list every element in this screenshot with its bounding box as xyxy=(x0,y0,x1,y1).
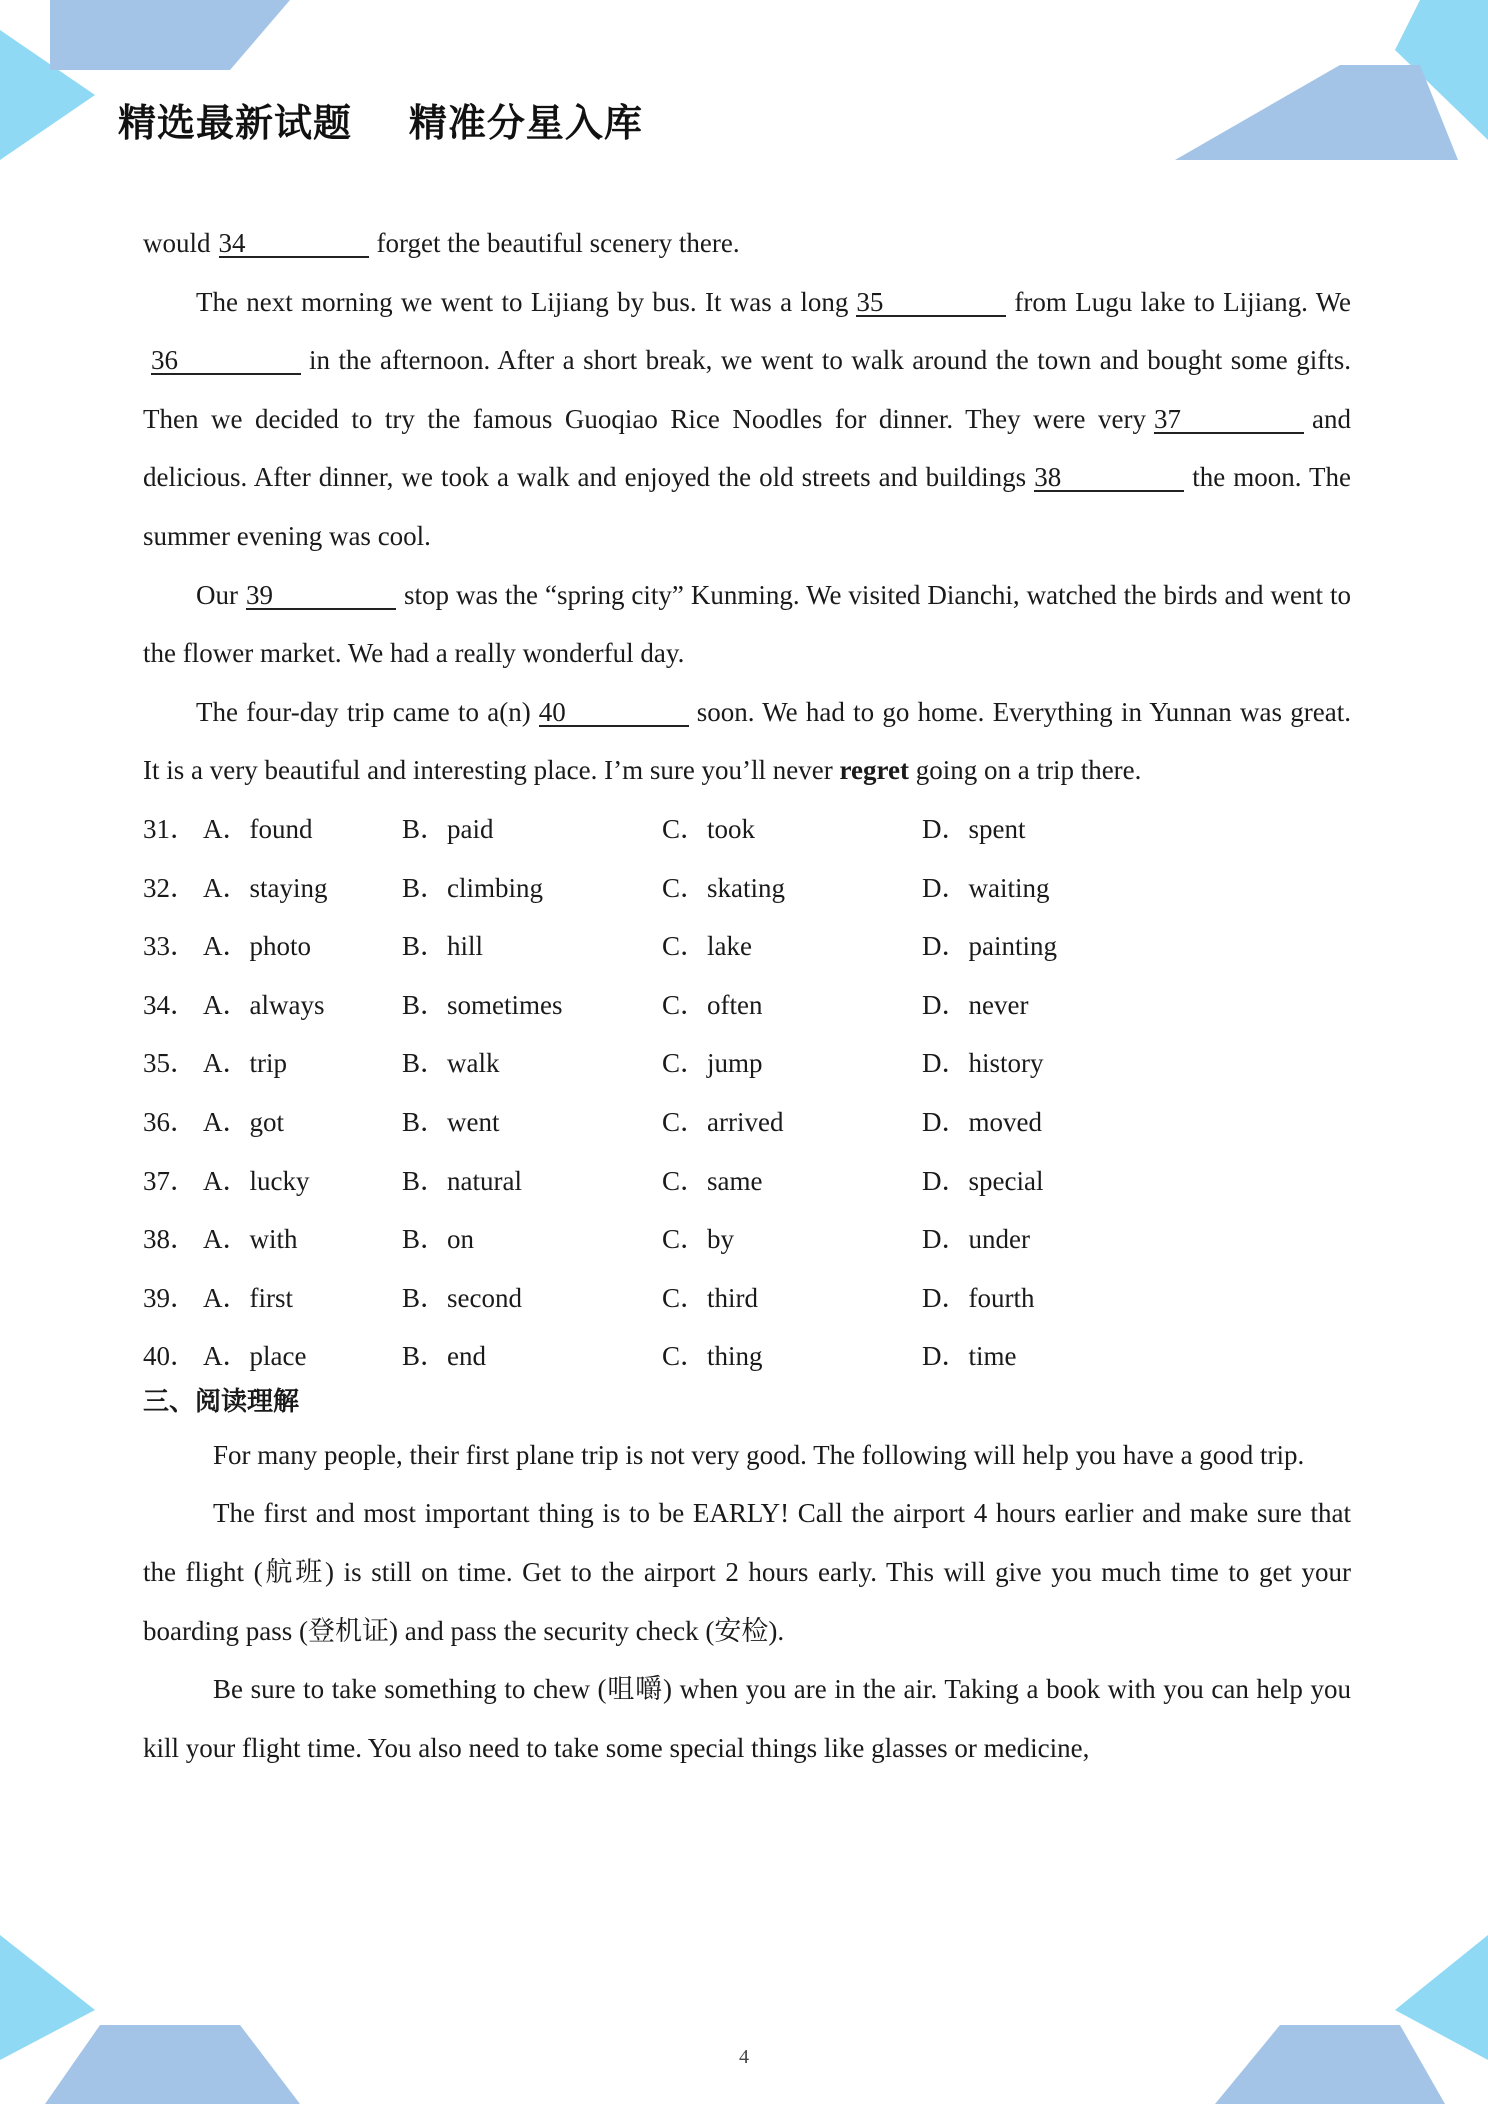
option-c: C．by xyxy=(662,1224,735,1255)
option-b: B．sometimes xyxy=(402,989,563,1020)
text: the moon. The summer evening was cool. xyxy=(143,462,1352,551)
option-row xyxy=(143,1269,1351,1328)
option-a: A．with xyxy=(203,1224,298,1255)
question-number: 39． xyxy=(143,1282,197,1313)
text: would xyxy=(143,228,211,258)
section-title: 三、阅读理解 xyxy=(143,1386,300,1417)
top-right-trapezoid xyxy=(1175,65,1458,160)
option-d: D．special xyxy=(922,1165,1044,1196)
header-title: 精选最新试题 精准分星入库 xyxy=(118,101,643,145)
option-c: C．skating xyxy=(662,872,786,903)
option-a: A．staying xyxy=(203,872,328,903)
question-number: 36． xyxy=(143,1106,197,1137)
text: in the afternoon. After a short break, we went to walk around the town and bought some gifts. Then we decided to try the famous Guoqiao Rice Noodles for dinner. They were very xyxy=(143,345,1351,434)
option-row xyxy=(143,800,1351,859)
option-b: B．climbing xyxy=(402,872,543,903)
option-d: D．history xyxy=(922,1048,1044,1079)
option-a: A．trip xyxy=(203,1048,287,1079)
option-row xyxy=(143,859,1351,918)
option-a: A．first xyxy=(203,1282,293,1313)
question-number: 33． xyxy=(143,931,197,962)
text: stop was the “spring city” Kunming. We visited Dianchi, watched the birds and went to the flower market. We had a really wonderful day. xyxy=(143,579,1351,669)
passage-paragraph-4 xyxy=(143,683,1351,800)
question-number: 32． xyxy=(143,872,197,903)
option-row xyxy=(143,1093,1351,1152)
option-a: A．place xyxy=(203,1341,307,1372)
passage-line-34 xyxy=(143,214,1351,273)
option-a: A．always xyxy=(203,989,325,1020)
option-a: A．got xyxy=(203,1106,284,1137)
option-row xyxy=(143,976,1351,1035)
question-number: 34． xyxy=(143,989,197,1020)
text: from Lugu lake to Lijiang. We xyxy=(1014,286,1351,317)
option-c: C．thing xyxy=(662,1341,763,1372)
option-row xyxy=(143,1210,1351,1269)
text: and delicious. After dinner, we took a walk and enjoyed the old streets and buildings xyxy=(143,403,1351,493)
option-row xyxy=(143,1327,1351,1386)
bold-word: regret xyxy=(839,755,909,786)
option-d: D．fourth xyxy=(922,1282,1035,1313)
blank-38: 38 xyxy=(1034,464,1184,492)
option-b: B．end xyxy=(402,1341,486,1372)
option-b: B．walk xyxy=(402,1048,500,1079)
option-d: D．never xyxy=(922,989,1029,1020)
question-number: 40． xyxy=(143,1341,197,1372)
option-d: D．painting xyxy=(922,931,1057,962)
option-d: D．time xyxy=(922,1341,1017,1372)
option-b: B．natural xyxy=(402,1165,522,1196)
option-d: D．spent xyxy=(922,813,1026,844)
question-number: 35． xyxy=(143,1048,197,1079)
option-row xyxy=(143,1152,1351,1211)
option-c: C．lake xyxy=(662,931,752,962)
option-d: D．waiting xyxy=(922,872,1050,903)
option-b: B．second xyxy=(402,1282,522,1313)
reading-paragraph-3: Be sure to take something to chew (咀嚼) when you are in the air. Taking a book with you can help you kill your flight time. You also need to take some special things like glasses or medicine, xyxy=(143,1674,1351,1763)
text: The next morning we went to Lijiang by bus. It was a long xyxy=(196,286,849,317)
top-left-trapezoid xyxy=(50,0,290,70)
page-content xyxy=(143,214,1351,1777)
blank-37: 37 xyxy=(1154,406,1304,434)
option-c: C．third xyxy=(662,1282,759,1313)
blank-40: 40 xyxy=(539,699,689,727)
option-row xyxy=(143,917,1351,976)
bottom-left-triangle xyxy=(0,1935,95,2060)
text: The four-day trip came to a(n) xyxy=(196,696,531,727)
option-d: D．under xyxy=(922,1224,1030,1255)
option-b: B．hill xyxy=(402,931,484,962)
options-list xyxy=(143,800,1351,1386)
option-b: B．paid xyxy=(402,813,494,844)
question-number: 38． xyxy=(143,1224,197,1255)
passage-paragraph-3 xyxy=(143,566,1351,683)
option-c: C．took xyxy=(662,813,756,844)
option-a: A．lucky xyxy=(203,1165,310,1196)
option-d: D．moved xyxy=(922,1106,1042,1137)
option-a: A．found xyxy=(203,813,313,844)
text: Our xyxy=(196,579,238,610)
option-b: B．went xyxy=(402,1106,500,1137)
blank-34: 34 xyxy=(219,230,369,258)
passage-paragraph-2 xyxy=(143,273,1351,566)
blank-35: 35 xyxy=(856,289,1006,317)
option-b: B．on xyxy=(402,1224,475,1255)
option-a: A．photo xyxy=(203,931,311,962)
blank-36: 36 xyxy=(151,347,301,375)
page-number: 4 xyxy=(739,2046,749,2068)
text: soon. We had to go home. Everything in Yunnan was great. It is a very beautiful and interesting place. I’m sure you’ll never xyxy=(143,696,1351,786)
reading-paragraph-2: The first and most important thing is to be EARLY! Call the airport 4 hours earlier and make sure that the flight (航班) is still on time. Get to the airport 2 hours early. This will give you much time to get your boarding pass (登机证) and pass the security check (安检). xyxy=(143,1498,1351,1646)
question-number: 31． xyxy=(143,813,197,844)
text: forget the beautiful scenery there. xyxy=(376,228,740,258)
reading-paragraph-1: For many people, their first plane trip is not very good. The following will help you have a good trip. xyxy=(213,1439,1305,1470)
option-c: C．often xyxy=(662,989,763,1020)
question-number: 37． xyxy=(143,1165,197,1196)
blank-39: 39 xyxy=(246,582,396,610)
option-c: C．jump xyxy=(662,1048,763,1079)
text: going on a trip there. xyxy=(915,755,1142,786)
option-c: C．same xyxy=(662,1165,763,1196)
option-c: C．arrived xyxy=(662,1106,784,1137)
option-row xyxy=(143,1034,1351,1093)
